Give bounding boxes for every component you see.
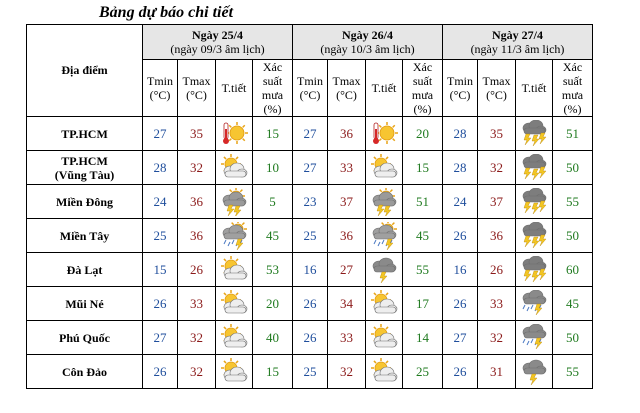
rain-probability: 25 — [403, 355, 443, 389]
lunar-date: (ngày 09/3 âm lịch) — [170, 42, 265, 56]
rain-probability: 15 — [253, 117, 293, 151]
tmin-value: 28 — [143, 151, 178, 185]
tmin-value: 16 — [443, 253, 478, 287]
sun-cloud-rain-thunder-icon — [220, 222, 248, 250]
weather-cell — [216, 287, 253, 321]
rain-probability: 14 — [403, 321, 443, 355]
tmin-value: 25 — [143, 219, 178, 253]
col-rain-header: Xác suất mưa (%) — [553, 60, 593, 117]
tmax-value: 32 — [178, 151, 216, 185]
rain-probability: 45 — [403, 219, 443, 253]
rain-probability: 17 — [403, 287, 443, 321]
tmin-value: 28 — [443, 117, 478, 151]
day-label: Ngày 27/4 — [492, 28, 543, 42]
col-weather-header: T.tiết — [516, 60, 553, 117]
tmax-value: 27 — [328, 253, 366, 287]
sun-cloud-icon — [220, 290, 248, 318]
rain-probability: 53 — [253, 253, 293, 287]
col-rain-header: Xác suất mưa (%) — [253, 60, 293, 117]
sun-cloud-icon — [220, 358, 248, 386]
weather-cell — [366, 355, 403, 389]
rain-probability: 10 — [253, 151, 293, 185]
tmin-value: 25 — [293, 219, 328, 253]
table-row — [27, 151, 593, 185]
tmax-value: 32 — [478, 321, 516, 355]
table-row — [27, 287, 593, 321]
weather-cell — [216, 321, 253, 355]
day-label: Ngày 25/4 — [192, 28, 243, 42]
weather-cell — [516, 253, 553, 287]
weather-cell — [516, 185, 553, 219]
sun-cloud-thunder-icon — [370, 188, 398, 216]
hot-sun-thermometer-icon — [220, 120, 248, 148]
tmax-value: 37 — [478, 185, 516, 219]
sun-cloud-icon — [220, 324, 248, 352]
location-header: Địa điểm — [27, 25, 143, 117]
table-row — [27, 355, 593, 389]
weather-cell — [366, 151, 403, 185]
weather-cell — [216, 253, 253, 287]
rain-probability: 50 — [553, 151, 593, 185]
table-row — [27, 219, 593, 253]
tmax-value: 32 — [478, 151, 516, 185]
tmax-value: 32 — [178, 321, 216, 355]
weather-cell — [366, 117, 403, 151]
rain-probability: 50 — [553, 321, 593, 355]
thunderstorm-icon — [520, 222, 548, 250]
weather-cell — [216, 355, 253, 389]
col-tmin-header: Tmin (°C) — [293, 60, 328, 117]
location-name: TP.HCM — [27, 117, 143, 151]
tmin-value: 26 — [443, 219, 478, 253]
weather-cell — [366, 185, 403, 219]
location-name: TP.HCM (Vũng Tàu) — [27, 151, 143, 185]
col-tmax-header: Tmax (°C) — [328, 60, 366, 117]
tmax-value: 26 — [478, 253, 516, 287]
weather-cell — [216, 219, 253, 253]
rain-probability: 20 — [253, 287, 293, 321]
weather-cell — [366, 287, 403, 321]
sun-cloud-icon — [220, 256, 248, 284]
lunar-date: (ngày 11/3 âm lịch) — [470, 42, 565, 56]
lunar-date: (ngày 10/3 âm lịch) — [320, 42, 415, 56]
col-tmax-header: Tmax (°C) — [178, 60, 216, 117]
rain-probability: 45 — [253, 219, 293, 253]
tmin-value: 26 — [143, 355, 178, 389]
rain-probability: 60 — [553, 253, 593, 287]
table-row — [27, 117, 593, 151]
col-rain-header: Xác suất mưa (%) — [403, 60, 443, 117]
page-title: Bảng dự báo chi tiết — [99, 4, 234, 21]
tmax-value: 36 — [328, 219, 366, 253]
sun-cloud-icon — [370, 324, 398, 352]
weather-cell — [516, 321, 553, 355]
tmin-value: 23 — [293, 185, 328, 219]
tmax-value: 33 — [328, 151, 366, 185]
table-row — [27, 321, 593, 355]
sun-cloud-thunder-icon — [220, 188, 248, 216]
rain-probability: 20 — [403, 117, 443, 151]
rain-probability: 40 — [253, 321, 293, 355]
forecast-table — [26, 24, 593, 389]
rain-thunder-icon — [520, 290, 548, 318]
cloud-thunder-icon — [370, 256, 398, 284]
day-header — [443, 25, 593, 60]
tmax-value: 37 — [328, 185, 366, 219]
tmin-value: 26 — [293, 287, 328, 321]
table-row — [27, 185, 593, 219]
tmin-value: 27 — [443, 321, 478, 355]
tmax-value: 32 — [328, 355, 366, 389]
tmin-value: 26 — [443, 287, 478, 321]
location-name: Mũi Né — [27, 287, 143, 321]
weather-cell — [366, 321, 403, 355]
weather-cell — [216, 185, 253, 219]
col-tmin-header: Tmin (°C) — [443, 60, 478, 117]
thunderstorm-icon — [520, 154, 548, 182]
hot-sun-thermometer-icon — [370, 120, 398, 148]
tmax-value: 33 — [328, 321, 366, 355]
tmax-value: 33 — [478, 287, 516, 321]
tmin-value: 16 — [293, 253, 328, 287]
sun-cloud-rain-thunder-icon — [370, 222, 398, 250]
sun-cloud-icon — [220, 154, 248, 182]
rain-probability: 15 — [253, 355, 293, 389]
sun-cloud-icon — [370, 358, 398, 386]
tmin-value: 27 — [143, 321, 178, 355]
tmin-value: 26 — [443, 355, 478, 389]
location-name: Miền Tây — [27, 219, 143, 253]
weather-cell — [216, 117, 253, 151]
tmin-value: 15 — [143, 253, 178, 287]
tmin-value: 27 — [293, 151, 328, 185]
tmax-value: 26 — [178, 253, 216, 287]
tmax-value: 32 — [178, 355, 216, 389]
weather-cell — [516, 219, 553, 253]
rain-probability: 51 — [553, 117, 593, 151]
weather-cell — [366, 219, 403, 253]
col-weather-header: T.tiết — [216, 60, 253, 117]
cloud-thunder-icon — [520, 358, 548, 386]
tmax-value: 34 — [328, 287, 366, 321]
weather-cell — [216, 151, 253, 185]
thunderstorm-icon — [520, 120, 548, 148]
tmin-value: 26 — [293, 321, 328, 355]
rain-probability: 15 — [403, 151, 443, 185]
location-name: Miền Đông — [27, 185, 143, 219]
col-weather-header: T.tiết — [366, 60, 403, 117]
tmax-value: 33 — [178, 287, 216, 321]
tmax-value: 36 — [478, 219, 516, 253]
rain-probability: 55 — [403, 253, 443, 287]
weather-cell — [516, 151, 553, 185]
weather-cell — [516, 355, 553, 389]
weather-cell — [516, 287, 553, 321]
tmin-value: 24 — [143, 185, 178, 219]
weather-cell — [366, 253, 403, 287]
day-header — [293, 25, 443, 60]
rain-thunder-icon — [520, 324, 548, 352]
col-tmin-header: Tmin (°C) — [143, 60, 178, 117]
rain-probability: 50 — [553, 219, 593, 253]
tmin-value: 24 — [443, 185, 478, 219]
thunderstorm-icon — [520, 188, 548, 216]
sun-cloud-icon — [370, 154, 398, 182]
tmin-value: 25 — [293, 355, 328, 389]
day-header — [143, 25, 293, 60]
location-name: Phú Quốc — [27, 321, 143, 355]
rain-probability: 55 — [553, 355, 593, 389]
location-name: Côn Đảo — [27, 355, 143, 389]
rain-probability: 51 — [403, 185, 443, 219]
tmax-value: 35 — [478, 117, 516, 151]
sun-cloud-icon — [370, 290, 398, 318]
tmax-value: 35 — [178, 117, 216, 151]
tmin-value: 26 — [143, 287, 178, 321]
location-name: Đà Lạt — [27, 253, 143, 287]
col-tmax-header: Tmax (°C) — [478, 60, 516, 117]
rain-probability: 55 — [553, 185, 593, 219]
rain-probability: 45 — [553, 287, 593, 321]
tmax-value: 31 — [478, 355, 516, 389]
tmin-value: 27 — [143, 117, 178, 151]
table-row — [27, 253, 593, 287]
tmin-value: 27 — [293, 117, 328, 151]
tmax-value: 36 — [178, 219, 216, 253]
tmax-value: 36 — [328, 117, 366, 151]
weather-cell — [516, 117, 553, 151]
tmin-value: 28 — [443, 151, 478, 185]
tmax-value: 36 — [178, 185, 216, 219]
thunderstorm-icon — [520, 256, 548, 284]
rain-probability: 5 — [253, 185, 293, 219]
day-label: Ngày 26/4 — [342, 28, 393, 42]
